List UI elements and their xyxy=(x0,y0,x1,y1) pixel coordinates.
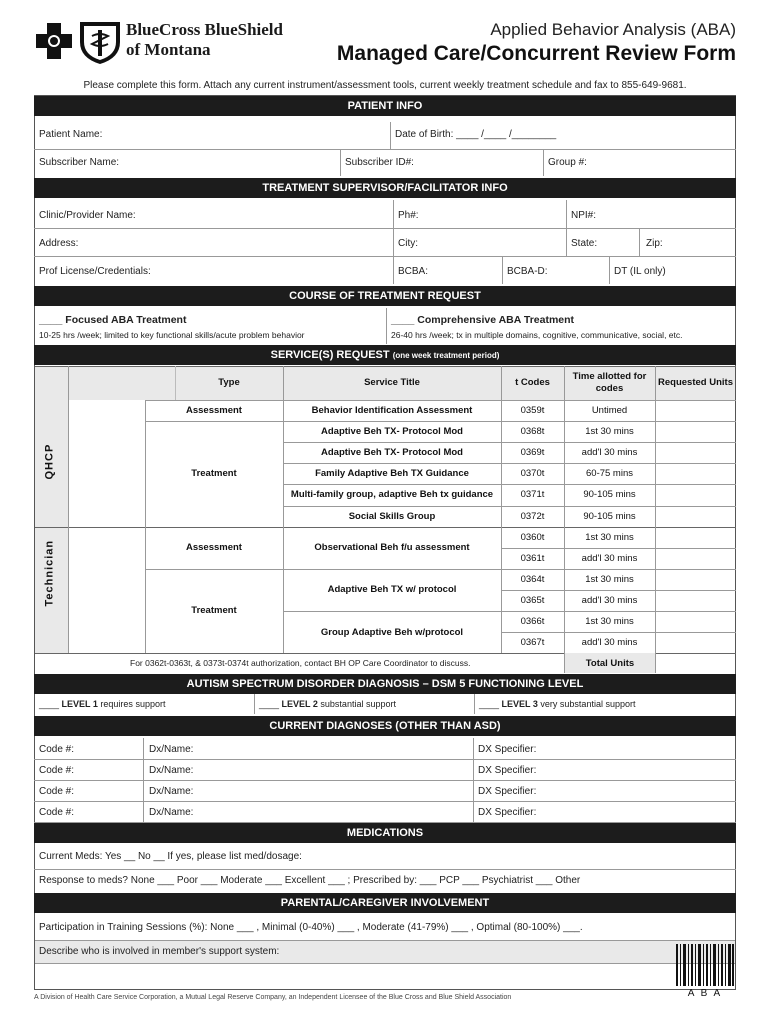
qhcp-label: QHCP xyxy=(43,444,56,480)
brand-name xyxy=(126,20,283,60)
service-time: 1st 30 mins xyxy=(585,426,634,438)
service-title: Multi-family group, adaptive Beh tx guidance xyxy=(290,489,494,501)
service-title: Adaptive Beh TX- Protocol Mod xyxy=(321,447,463,459)
patient-name-field[interactable]: Patient Name: xyxy=(39,129,103,140)
dx-specifier-field[interactable]: DX Specifier: xyxy=(478,786,537,797)
requested-units-input[interactable] xyxy=(655,400,736,421)
parental-heading: PARENTAL/CAREGIVER INVOLVEMENT xyxy=(34,893,736,913)
services-header-type: Type xyxy=(218,377,240,388)
service-time: add'l 30 mins xyxy=(581,637,638,649)
requested-units-input[interactable] xyxy=(655,527,736,548)
phone-field[interactable]: Ph#: xyxy=(398,210,419,221)
service-title: Observational Beh f/u assessment xyxy=(314,542,470,554)
focused-blank: ____ xyxy=(39,314,63,326)
city-field[interactable]: City: xyxy=(398,238,418,249)
bcbs-logo-icon xyxy=(34,18,122,66)
service-code: 0360t xyxy=(520,531,545,543)
focused-option[interactable] xyxy=(39,314,186,326)
requested-units-input[interactable] xyxy=(655,463,736,484)
brand-line2: of Montana xyxy=(126,40,211,59)
level3-blank: ____ xyxy=(479,699,500,709)
service-time: add'l 30 mins xyxy=(581,594,638,606)
service-title: Behavior Identification Assessment xyxy=(311,405,473,417)
level2-label: LEVEL 2 xyxy=(281,699,318,709)
service-time: add'l 30 mins xyxy=(581,552,638,564)
service-code: 0372t xyxy=(520,510,545,522)
service-time: 90-105 mins xyxy=(583,510,636,522)
requested-units-input[interactable] xyxy=(655,421,736,442)
service-code: 0366t xyxy=(520,616,545,628)
service-title: Social Skills Group xyxy=(348,510,436,522)
support-system-field[interactable]: Describe who is involved in member's support system: xyxy=(39,946,280,957)
total-units-label: Total Units xyxy=(564,653,655,673)
level1-label: LEVEL 1 xyxy=(61,699,98,709)
supervisor-heading: TREATMENT SUPERVISOR/FACILITATOR INFO xyxy=(34,178,736,198)
service-code: 0367t xyxy=(520,637,545,649)
comprehensive-title: Comprehensive ABA Treatment xyxy=(417,314,575,326)
comprehensive-desc: 26-40 hrs /week; tx in multiple domains, cognitive, communicative, social, etc. xyxy=(391,330,683,340)
dx-code-field[interactable]: Code #: xyxy=(39,765,75,776)
license-field[interactable]: Prof License/Credentials: xyxy=(39,266,151,277)
logo xyxy=(34,18,122,66)
dt-field[interactable]: DT (IL only) xyxy=(614,266,666,277)
requested-units-input[interactable] xyxy=(655,442,736,463)
service-code: 0359t xyxy=(520,405,545,417)
service-code: 0364t xyxy=(520,573,545,585)
services-heading-note: (one week treatment period) xyxy=(392,351,500,360)
dx-code-field[interactable]: Code #: xyxy=(39,786,75,797)
focused-desc: 10-25 hrs /week; limited to key functional skills/acute problem behavior xyxy=(39,330,305,340)
services-heading xyxy=(34,345,736,365)
instructions: Please complete this form. Attach any current instrument/assessment tools, current weekly treatment schedule and fax to 855-649-9681. xyxy=(83,80,687,91)
dx-code-field[interactable]: Code #: xyxy=(39,807,75,818)
barcode-icon xyxy=(676,944,734,986)
service-code: 0371t xyxy=(520,489,545,501)
asd-heading: AUTISM SPECTRUM DISORDER DIAGNOSIS – DSM 5 FUNCTIONING LEVEL xyxy=(34,674,736,694)
barcode xyxy=(676,944,734,986)
requested-units-input[interactable] xyxy=(655,590,736,611)
brand-line1: BlueCross BlueShield xyxy=(126,20,283,39)
state-field[interactable]: State: xyxy=(571,238,598,249)
dx-specifier-field[interactable]: DX Specifier: xyxy=(478,807,537,818)
footer-disclaimer: A Division of Health Care Service Corporation, a Mutual Legal Reserve Company, an Independent Licensee of the Blue Cross and Blue Shield Association xyxy=(34,994,512,1001)
requested-units-input[interactable] xyxy=(655,506,736,527)
level1-desc: requires support xyxy=(100,699,166,709)
service-title: Adaptive Beh TX w/ protocol xyxy=(327,584,457,596)
service-type-assessment: Assessment xyxy=(186,405,242,417)
services-heading-text: SERVICE(S) REQUEST xyxy=(270,349,390,361)
focused-title: Focused ABA Treatment xyxy=(65,314,187,326)
address-field[interactable]: Address: xyxy=(39,238,79,249)
service-time: 60-75 mins xyxy=(586,468,633,480)
comprehensive-blank: ____ xyxy=(391,314,415,326)
service-code: 0369t xyxy=(520,447,545,459)
dx-specifier-field[interactable]: DX Specifier: xyxy=(478,765,537,776)
dx-code-field[interactable]: Code #: xyxy=(39,744,75,755)
service-time: 90-105 mins xyxy=(583,489,636,501)
level3-desc: very substantial support xyxy=(540,699,636,709)
dx-name-field[interactable]: Dx/Name: xyxy=(149,744,194,755)
barcode-text: A B A xyxy=(687,988,723,999)
technician-label: Technician xyxy=(43,539,56,607)
dx-name-field[interactable]: Dx/Name: xyxy=(149,807,194,818)
services-footnote: For 0362t-0363t, & 0373t-0374t authorization, contact BH OP Care Coordinator to discuss. xyxy=(130,658,471,669)
clinic-field[interactable]: Clinic/Provider Name: xyxy=(39,210,136,221)
service-title: Group Adaptive Beh w/protocol xyxy=(320,626,464,638)
requested-units-input[interactable] xyxy=(655,484,736,505)
level3-label: LEVEL 3 xyxy=(501,699,538,709)
level2-blank: ____ xyxy=(259,699,280,709)
course-heading: COURSE OF TREATMENT REQUEST xyxy=(34,286,736,306)
services-header-units: Requested Units xyxy=(658,377,733,388)
service-time: add'l 30 mins xyxy=(581,447,638,459)
service-title: Adaptive Beh TX- Protocol Mod xyxy=(321,426,463,438)
requested-units-input[interactable] xyxy=(655,548,736,569)
form-title: Managed Care/Concurrent Review Form xyxy=(336,42,736,65)
service-code: 0365t xyxy=(520,594,545,606)
npi-field[interactable]: NPI#: xyxy=(571,210,597,221)
participation-field[interactable]: Participation in Training Sessions (%): None ___ , Minimal (0-40%) ___ , Moderate (41-79%) ___ , Optimal (80-100%) ___. xyxy=(39,922,583,933)
medications-heading: MEDICATIONS xyxy=(34,823,736,843)
service-type-treatment: Treatment xyxy=(191,605,237,617)
service-type-treatment: Treatment xyxy=(191,468,237,480)
patient-info-heading: PATIENT INFO xyxy=(34,96,736,116)
dob-field[interactable]: Date of Birth: ____ /____ /________ xyxy=(395,129,557,140)
service-code: 0361t xyxy=(520,552,545,564)
bcba-field[interactable]: BCBA: xyxy=(398,266,429,277)
service-time: 1st 30 mins xyxy=(585,616,634,628)
service-time: 1st 30 mins xyxy=(585,573,634,585)
service-time: Untimed xyxy=(591,405,628,417)
zip-field[interactable]: Zip: xyxy=(646,238,663,249)
level1-option[interactable] xyxy=(39,699,165,709)
dx-specifier-field[interactable]: DX Specifier: xyxy=(478,744,537,755)
dx-name-field[interactable]: Dx/Name: xyxy=(149,786,194,797)
bcbad-field[interactable]: BCBA-D: xyxy=(507,266,548,277)
services-header-title: Service Title xyxy=(364,377,420,388)
form-subtitle: Applied Behavior Analysis (ABA) xyxy=(490,20,736,39)
group-field[interactable]: Group #: xyxy=(548,157,587,168)
services-header-codes: t Codes xyxy=(515,377,550,388)
subscriber-name-field[interactable]: Subscriber Name: xyxy=(39,157,120,168)
services-header-time: Time allotted for codes xyxy=(572,371,647,394)
service-type-assessment: Assessment xyxy=(186,542,242,554)
service-time: 1st 30 mins xyxy=(585,531,634,543)
requested-units-input[interactable] xyxy=(655,611,736,632)
subscriber-id-field[interactable]: Subscriber ID#: xyxy=(345,157,414,168)
service-title: Family Adaptive Beh TX Guidance xyxy=(315,468,469,480)
service-code: 0370t xyxy=(520,468,545,480)
level3-option[interactable] xyxy=(479,699,635,709)
comprehensive-option[interactable] xyxy=(391,314,574,326)
response-meds-field[interactable]: Response to meds? None ___ Poor ___ Moderate ___ Excellent ___ ; Prescribed by: ___ PCP ___ Psychiatrist ___ Other xyxy=(39,875,581,886)
service-code: 0368t xyxy=(520,426,545,438)
level2-option[interactable] xyxy=(259,699,396,709)
requested-units-input[interactable] xyxy=(655,569,736,590)
requested-units-input[interactable] xyxy=(655,632,736,653)
current-meds-field[interactable]: Current Meds: Yes __ No __ If yes, please list med/dosage: xyxy=(39,851,302,862)
level2-desc: substantial support xyxy=(320,699,396,709)
dx-name-field[interactable]: Dx/Name: xyxy=(149,765,194,776)
diagnoses-heading: CURRENT DIAGNOSES (OTHER THAN ASD) xyxy=(34,716,736,736)
total-units-input[interactable] xyxy=(655,653,736,673)
level1-blank: ____ xyxy=(39,699,60,709)
